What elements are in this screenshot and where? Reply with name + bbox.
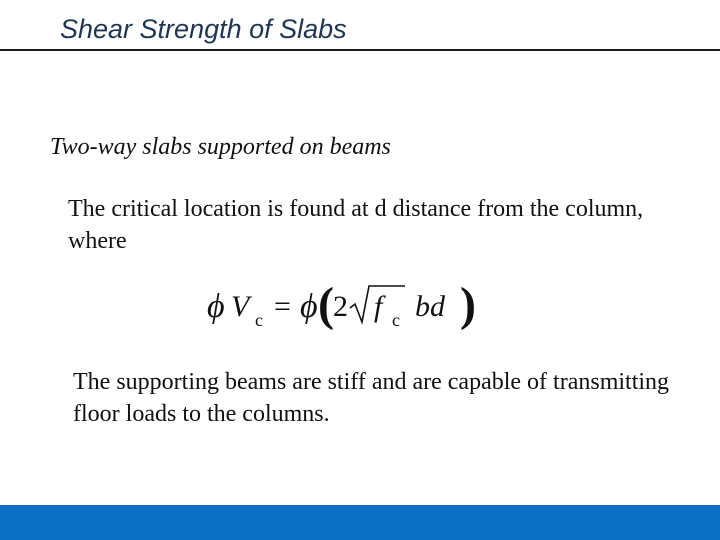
shear-strength-equation bbox=[205, 272, 480, 332]
eq-subscript-c-2: c bbox=[392, 310, 400, 330]
footer-bar bbox=[0, 505, 720, 540]
paragraph-supporting-beams: The supporting beams are stiff and are capable of transmitting floor loads to the columns. bbox=[73, 369, 670, 427]
eq-v: V bbox=[231, 290, 250, 323]
eq-open-paren: ( bbox=[318, 278, 334, 331]
eq-bd: bd bbox=[415, 290, 445, 323]
paragraph-critical-location: The critical location is found at d distance from the column, where bbox=[68, 196, 644, 254]
eq-two: 2 bbox=[333, 290, 348, 323]
title-underline bbox=[0, 49, 720, 51]
slide-title: Shear Strength of Slabs bbox=[60, 14, 347, 44]
eq-f: f bbox=[374, 290, 383, 323]
eq-equals: = bbox=[274, 290, 291, 323]
eq-phi-2: ϕ bbox=[300, 288, 318, 325]
section-subheading: Two-way slabs supported on beams bbox=[50, 134, 391, 160]
eq-subscript-c-1: c bbox=[255, 310, 263, 330]
eq-phi-1: ϕ bbox=[207, 288, 225, 325]
eq-close-paren: ) bbox=[460, 278, 476, 331]
